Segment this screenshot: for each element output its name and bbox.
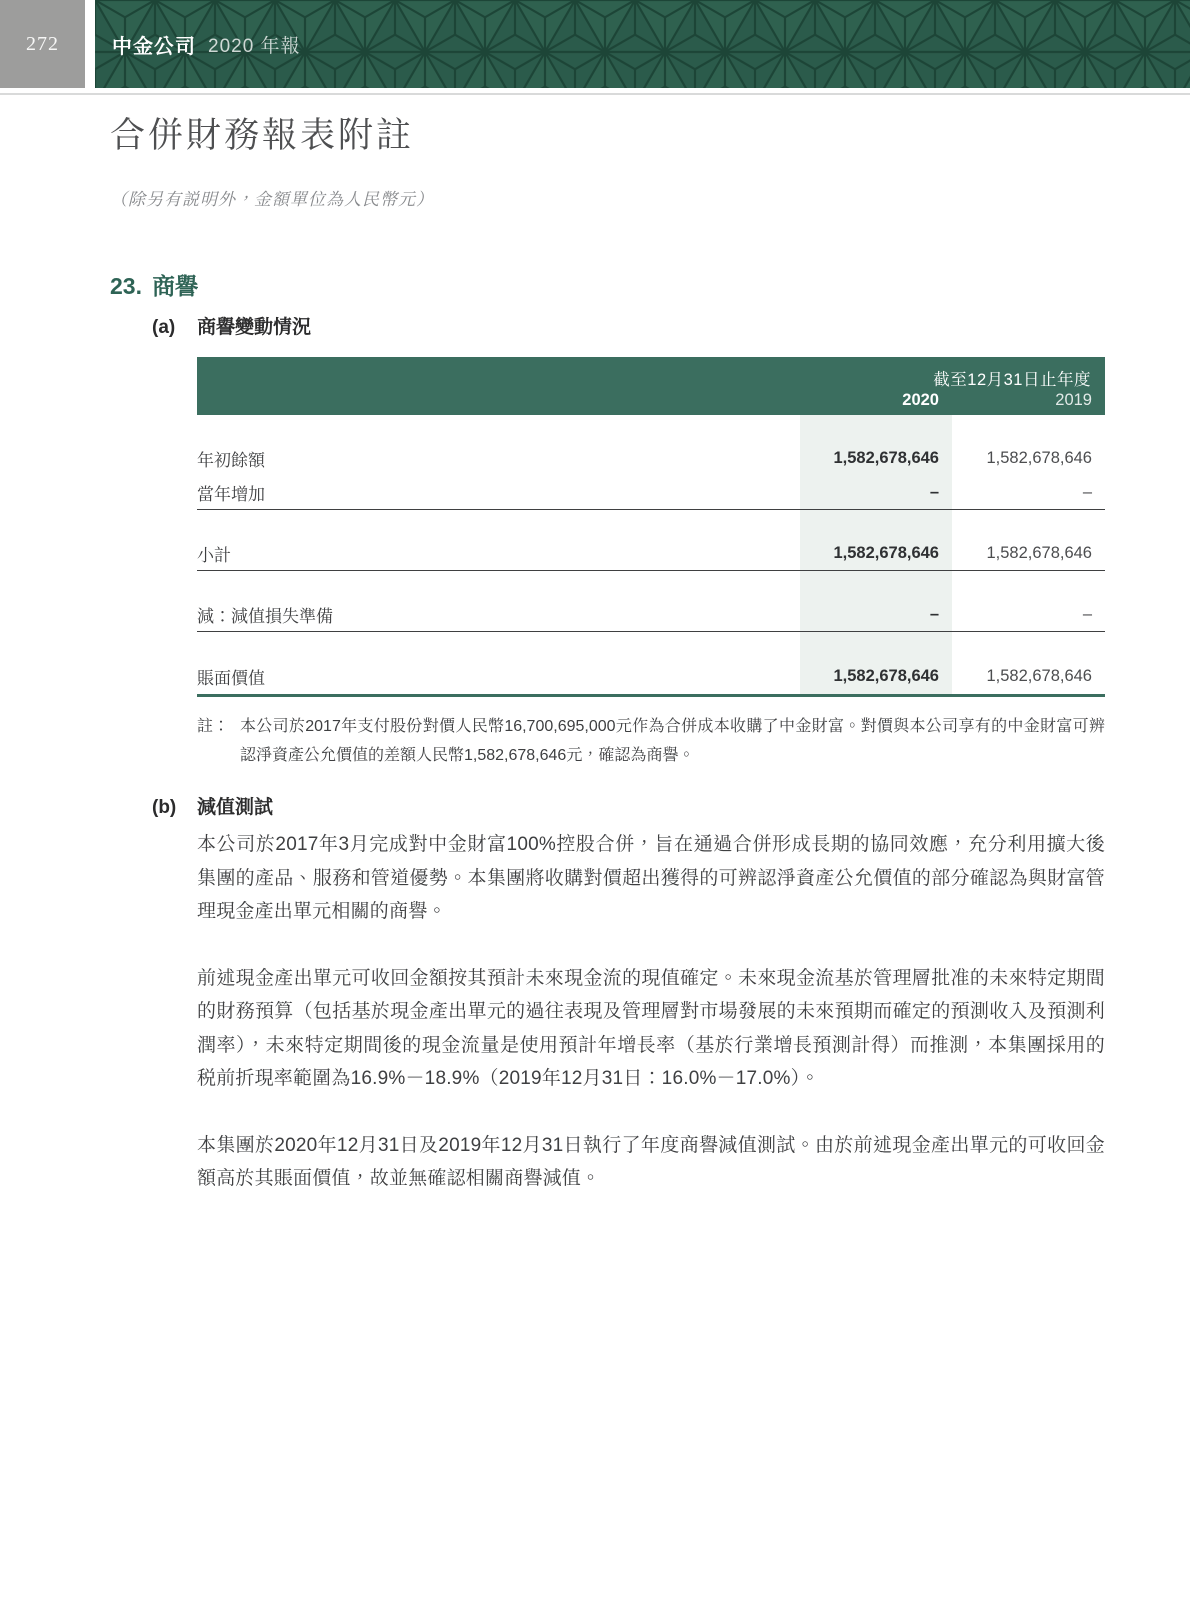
paragraph: 本集團於2020年12月31日及2019年12月31日執行了年度商譽減值測試。由於前述現金產出單元的可收回金額高於其賬面價值，故並無確認相關商譽減值。 bbox=[197, 1134, 1105, 1189]
table-row bbox=[197, 597, 1105, 632]
column-header-2020: 2020 bbox=[902, 390, 939, 409]
value-2020: – bbox=[929, 604, 939, 623]
value-2019: 1,582,678,646 bbox=[986, 666, 1092, 685]
section-title: 商譽 bbox=[152, 273, 198, 299]
report-year: 2020 年報 bbox=[208, 35, 301, 57]
table-spacer-row bbox=[197, 510, 1105, 536]
value-2020: 1,582,678,646 bbox=[833, 543, 939, 562]
row-label: 小計 bbox=[197, 545, 231, 565]
table-row bbox=[197, 536, 1105, 571]
row-label: 減：減值損失準備 bbox=[197, 606, 333, 626]
brand-band bbox=[95, 0, 1190, 88]
section-number: 23. bbox=[110, 273, 142, 299]
value-2019: – bbox=[1082, 604, 1092, 623]
table-spacer-row bbox=[197, 415, 1105, 441]
table-row bbox=[197, 658, 1105, 697]
value-2020: 1,582,678,646 bbox=[833, 448, 939, 467]
company-name: 中金公司 bbox=[112, 35, 196, 58]
value-2020: – bbox=[929, 482, 939, 501]
goodwill-table bbox=[197, 357, 1105, 697]
table-spacer-row bbox=[197, 632, 1105, 658]
value-2019: 1,582,678,646 bbox=[986, 543, 1092, 562]
subsection-b-label: (b) bbox=[152, 797, 177, 818]
value-2020: 1,582,678,646 bbox=[833, 666, 939, 685]
table-row bbox=[197, 475, 1105, 510]
page-number-box bbox=[0, 0, 85, 88]
impairment-test-paragraphs bbox=[197, 828, 1105, 1229]
goodwill-table-header bbox=[197, 357, 1105, 415]
table-note bbox=[197, 712, 1105, 770]
subsection-a-title: 商譽變動情況 bbox=[197, 317, 312, 338]
period-header: 截至12月31日止年度 bbox=[933, 370, 1091, 389]
page-header-banner bbox=[0, 0, 1190, 88]
paragraph: 本公司於2017年3月完成對中金財富100%控股合併，旨在通過合併形成長期的協同效應，充分利用擴大後集團的產品、服務和管道優勢。本集團將收購對價超出獲得的可辨認淨資產公允價值的部分確認為與財富管理現金產出單元相關的商譽。 bbox=[197, 834, 1105, 922]
row-label: 賬面價值 bbox=[197, 668, 265, 688]
header-divider bbox=[0, 93, 1190, 95]
subsection-b-title: 減值測試 bbox=[197, 797, 274, 818]
subsection-a-label: (a) bbox=[152, 317, 176, 338]
note-text: 本公司於2017年支付股份對價人民幣16,700,695,000元作為合併成本收購了中金財富。對價與本公司享有的中金財富可辨認淨資產公允價值的差額人民幣1,582,678,646元，確認為商譽。 bbox=[240, 718, 1105, 764]
section-heading bbox=[110, 268, 198, 301]
table-row bbox=[197, 441, 1105, 475]
subsection-b-heading bbox=[152, 792, 273, 819]
value-2019: 1,582,678,646 bbox=[986, 448, 1092, 467]
row-label: 當年增加 bbox=[197, 484, 265, 504]
page-number: 272 bbox=[26, 32, 59, 55]
table-spacer-row bbox=[197, 571, 1105, 597]
document-title: 合併財務報表附註 bbox=[110, 116, 415, 155]
subsection-a-heading bbox=[152, 312, 311, 339]
value-2019: – bbox=[1082, 482, 1092, 501]
document-subtitle: （除另有説明外，金額單位為人民幣元） bbox=[110, 190, 434, 209]
row-label: 年初餘額 bbox=[197, 450, 265, 470]
note-label: 註： bbox=[197, 718, 230, 735]
paragraph: 前述現金產出單元可收回金額按其預計未來現金流的現值確定。未來現金流基於管理層批准的未來特定期間的財務預算（包括基於現金產出單元的過往表現及管理層對市場發展的未來預期而確定的預測收入及預測利潤率），未來特定期間後的現金流量是使用預計年增長率（基於行業增長預測計得）而推測，本集團採用的税前折現率範圍為16.9%－18.9%（2019年12月31日：16.0%－17.0%）。 bbox=[197, 967, 1105, 1089]
column-header-2019: 2019 bbox=[1055, 390, 1092, 409]
